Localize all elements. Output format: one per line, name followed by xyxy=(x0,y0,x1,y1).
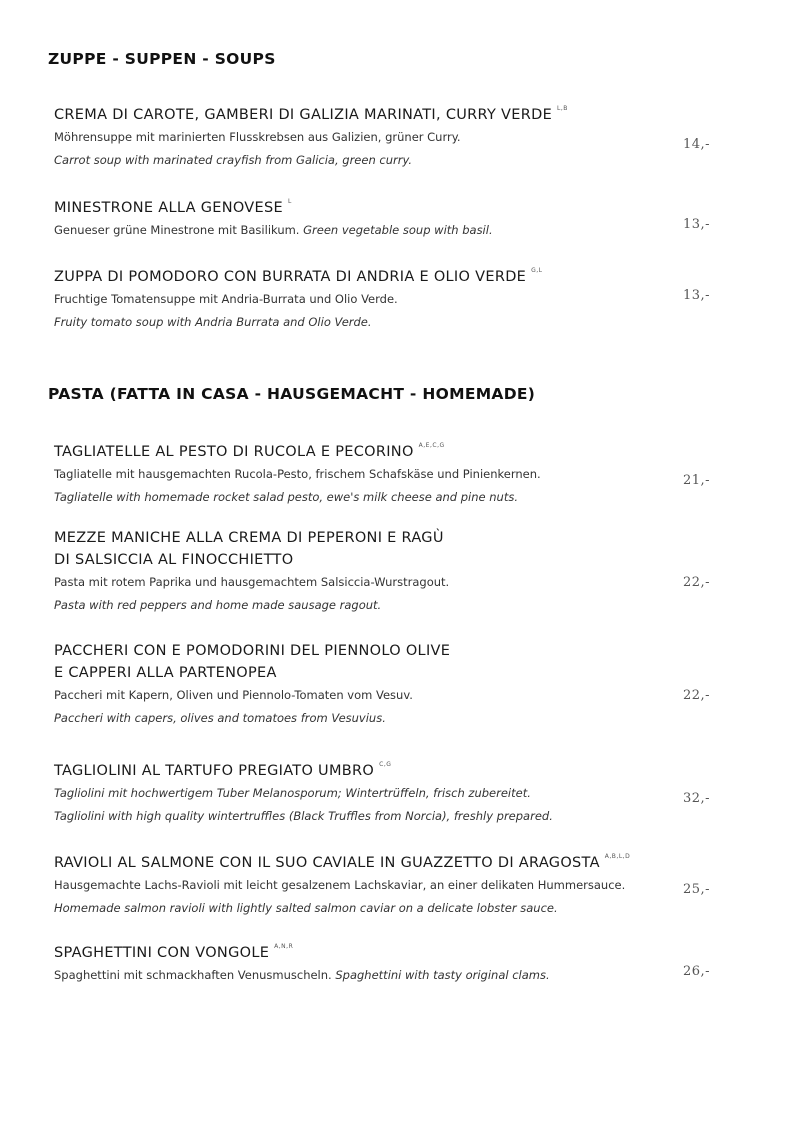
item-price: 22,- xyxy=(683,575,711,590)
item-price: 14,- xyxy=(683,137,711,152)
allergen-codes: C,G xyxy=(379,761,392,768)
item-description-en: Tagliolini with high quality wintertruffles (Black Truffles from Norcia), freshly prepared. xyxy=(54,809,553,823)
item-description-en: Paccheri with capers, olives and tomatoes from Vesuvius. xyxy=(54,711,386,725)
item-description-de: Pasta mit rotem Paprika und hausgemachtem Salsiccia-Wurstragout. xyxy=(54,575,450,589)
item-description-de: Tagliolini mit hochwertigem Tuber Melanosporum; Wintertrüffeln, frisch zubereitet. xyxy=(54,786,531,800)
item-title: CREMA DI CAROTE, GAMBERI DI GALIZIA MARINATI, CURRY VERDE $^{L,B}$ xyxy=(54,105,568,123)
menu-item xyxy=(54,191,654,242)
item-description-en: Carrot soup with marinated crayfish from Galicia, green curry. xyxy=(54,153,413,167)
item-title: ZUPPA DI POMODORO CON BURRATA DI ANDRIA E OLIO VERDE $^{G,L}$ xyxy=(54,267,543,285)
item-description-en: Homemade salmon ravioli with lightly salted salmon caviar on a delicate lobster sauce. xyxy=(54,901,558,915)
item-price: 22,- xyxy=(683,688,711,703)
menu-item xyxy=(54,846,654,920)
item-price: 26,- xyxy=(683,964,711,979)
menu-item xyxy=(54,754,654,828)
allergen-codes: G,L xyxy=(531,267,543,274)
item-description-de: Hausgemachte Lachs-Ravioli mit leicht gesalzenem Lachskaviar, an einer delikaten Hummersauce. xyxy=(54,878,626,892)
item-description-de: Tagliatelle mit hausgemachten Rucola-Pesto, frischem Schafskäse und Pinienkernen. xyxy=(54,467,541,481)
allergen-codes: L xyxy=(287,198,292,205)
item-title: RAVIOLI AL SALMONE CON IL SUO CAVIALE IN GUAZZETTO DI ARAGOSTA $^{A,B,L,D}$ xyxy=(54,853,631,871)
item-price: 32,- xyxy=(683,791,711,806)
item-description: Genueser grüne Minestrone mit Basilikum. Green vegetable soup with basil. xyxy=(54,223,493,237)
allergen-codes: A,N,R xyxy=(274,943,294,950)
section-title-pasta: PASTA (FATTA IN CASA - HAUSGEMACHT - HOMEMADE) xyxy=(48,385,536,403)
allergen-codes: L,B xyxy=(557,105,568,112)
item-description-en: Tagliatelle with homemade rocket salad pesto, ewe's milk cheese and pine nuts. xyxy=(54,490,518,504)
item-title: MINESTRONE ALLA GENOVESE $^L$ xyxy=(54,198,292,216)
item-description-en: Spaghettini with tasty original clams. xyxy=(335,968,550,982)
allergen-codes: A,B,L,D xyxy=(604,853,631,860)
item-description-de: Fruchtige Tomatensuppe mit Andria-Burrata und Olio Verde. xyxy=(54,292,398,306)
item-description-en: Green vegetable soup with basil. xyxy=(303,223,493,237)
item-description-de: Paccheri mit Kapern, Oliven und Piennolo-Tomaten vom Vesuv. xyxy=(54,688,413,702)
item-title: TAGLIOLINI AL TARTUFO PREGIATO UMBRO $^{C,G}$ xyxy=(54,761,392,779)
item-title: MEZZE MANICHE ALLA CREMA DI PEPERONI E RAGÙ DI SALSICCIA AL FINOCCHIETTO xyxy=(54,530,444,568)
menu-item xyxy=(54,435,654,509)
item-title: SPAGHETTINI CON VONGOLE $^{A,N,R}$ xyxy=(54,943,294,961)
menu-item xyxy=(54,260,654,334)
allergen-codes: A,E,C,G xyxy=(418,442,445,449)
menu-item xyxy=(54,527,654,617)
menu-item xyxy=(54,98,654,172)
item-title: PACCHERI CON E POMODORINI DEL PIENNOLO OLIVE E CAPPERI ALLA PARTENOPEA xyxy=(54,643,451,681)
item-title: TAGLIATELLE AL PESTO DI RUCOLA E PECORINO $^{A,E,C,G}$ xyxy=(54,442,445,460)
menu-item xyxy=(54,640,654,730)
item-price: 13,- xyxy=(683,217,711,232)
item-description-en: Fruity tomato soup with Andria Burrata and Olio Verde. xyxy=(54,315,372,329)
section-title-soups: ZUPPE - SUPPEN - SOUPS xyxy=(48,50,276,68)
item-price: 25,- xyxy=(683,882,711,897)
item-description-en: Pasta with red peppers and home made sausage ragout. xyxy=(54,598,382,612)
item-description: Spaghettini mit schmackhaften Venusmuscheln. Spaghettini with tasty original clams. xyxy=(54,968,550,982)
item-price: 13,- xyxy=(683,288,711,303)
item-price: 21,- xyxy=(683,473,711,488)
item-description-de: Möhrensuppe mit marinierten Flusskrebsen aus Galizien, grüner Curry. xyxy=(54,130,461,144)
menu-item xyxy=(54,936,654,987)
